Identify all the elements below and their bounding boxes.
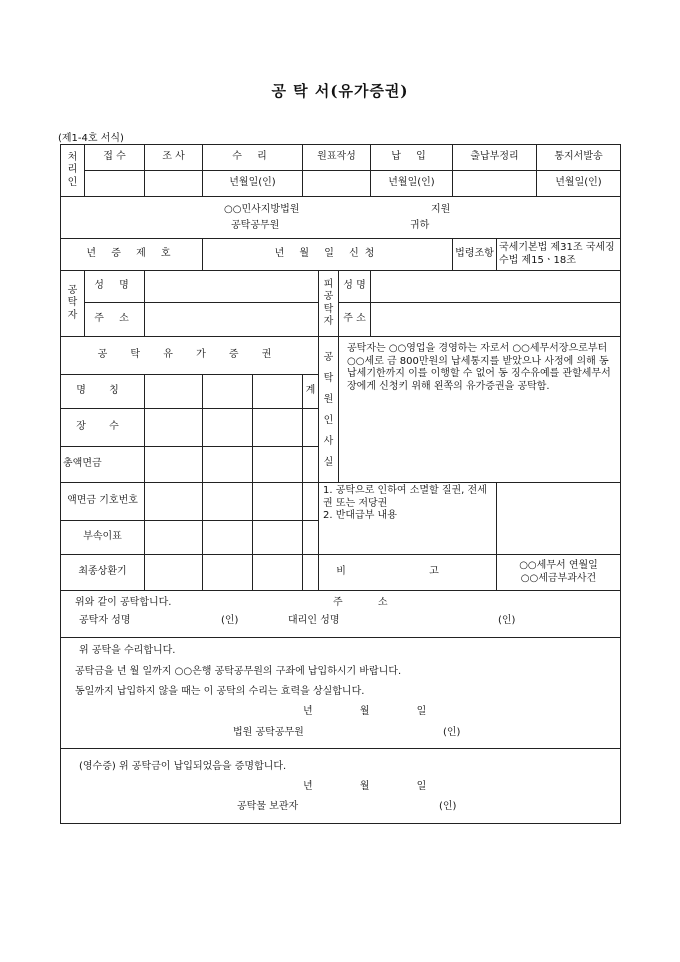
ledger-header: 출납부정리 [453, 145, 537, 171]
acceptance-date-cell[interactable]: 년월일(인) [203, 171, 303, 197]
securities-header-row [61, 337, 621, 375]
sec-count-label: 장 수 [61, 409, 145, 447]
law-text: 국세기본법 제31조 국세징수법 제15ㆍ18조 [497, 239, 621, 271]
officer-label: 공탁공무원 [231, 219, 280, 231]
acceptance-line-3: 동일까지 납입하지 않을 때는 이 공탁의 수리는 효력을 상실합니다. [75, 686, 365, 697]
final-redemption-row [61, 555, 621, 591]
sec-total-label: 총액면금 [61, 447, 145, 483]
court-name: ○○민사지방법원 [224, 203, 300, 215]
acceptance-header: 수 리 [203, 145, 303, 171]
acceptance-row [61, 638, 621, 749]
remarks-label: 비 고 [319, 555, 497, 591]
declaration-address-label: 주 소 [333, 597, 404, 608]
year-number-field[interactable]: 년 증 제 호 [61, 239, 203, 271]
depositor-label: 공 탁 자 [61, 271, 85, 337]
depositor-signature-label: 공탁자 성명 [79, 615, 131, 626]
remarks-text: ○○세무서 연월일 ○○세금부과사건 [497, 555, 621, 591]
receipt-line-1: (영수증) 위 공탁금이 납입되었음을 증명합니다. [79, 761, 287, 772]
honorific-label: 귀하 [410, 219, 430, 231]
depositor-address-label: 주 소 [85, 303, 145, 337]
extra-items: 1. 공탁으로 인하여 소멸할 질권, 전세권 또는 저당권 2. 반대급부 내용 [319, 483, 497, 555]
party-name-row [61, 271, 621, 303]
notice-date-cell[interactable]: 년월일(인) [537, 171, 621, 197]
original-copy-header: 원표작성 [303, 145, 371, 171]
declaration-text: 위와 같이 공탁합니다. [75, 597, 172, 608]
receipt-date: 년 월 일 [303, 781, 449, 792]
defendant-name-label: 성 명 [339, 271, 371, 303]
deposit-form-table [60, 144, 621, 824]
court-row [61, 197, 621, 239]
investigation-cell[interactable] [145, 171, 203, 197]
processing-label: 처 리 인 [61, 145, 85, 197]
agent-seal: (인) [498, 615, 516, 626]
acceptance-line-1: 위 공탁을 수리합니다. [79, 645, 176, 656]
receipt-row [61, 749, 621, 824]
notice-header: 통지서발송 [537, 145, 621, 171]
receipt-keeper: 공탁물 보관자 [237, 801, 299, 812]
defendant-label: 피 공 탁 자 [319, 271, 339, 337]
party-address-row [61, 303, 621, 337]
payment-header: 납 입 [371, 145, 453, 171]
total-label: 계 [303, 375, 319, 409]
securities-header: 공 탁 유 가 증 권 [61, 337, 319, 375]
processing-date-row [61, 171, 621, 197]
branch-label: 지원 [431, 203, 451, 215]
sec-name-label: 명 칭 [61, 375, 145, 409]
face-value-row [61, 483, 621, 521]
application-row [61, 239, 621, 271]
depositor-name-label: 성 명 [85, 271, 145, 303]
receipt-seal: (인) [439, 801, 457, 812]
defendant-address-input[interactable] [371, 303, 621, 337]
acceptance-date: 년 월 일 [303, 706, 449, 717]
declaration-row [61, 591, 621, 638]
defendant-address-label: 주 소 [339, 303, 371, 337]
depositor-name-input[interactable] [145, 271, 319, 303]
sec-coupon-label: 부속이표 [61, 521, 145, 555]
receipt-cell[interactable] [85, 171, 145, 197]
depositor-address-input[interactable] [145, 303, 319, 337]
fact-label: 공탁 원인 사실 [319, 337, 339, 483]
depositor-seal: (인) [221, 615, 239, 626]
fact-text: 공탁자는 ○○영업을 경영하는 자로서 ○○세무서장으로부터 ○○세로 금 800만원의 납세통지를 받았으나 사정에 의해 동 납세기한까지 이를 이행할 수 없어 동 징수유예를 관할세무서장에게 신청키 위해 왼쪽의 유가증권을 공탁함. [339, 337, 621, 483]
payment-date-cell[interactable]: 년월일(인) [371, 171, 453, 197]
acceptance-seal: (인) [443, 727, 461, 738]
original-copy-cell[interactable] [303, 171, 371, 197]
sec-face-label: 액면금 기호번호 [61, 483, 145, 521]
law-label: 법령조항 [453, 239, 497, 271]
agent-signature-label: 대리인 성명 [288, 615, 340, 626]
apply-date-field[interactable]: 년 월 일 신청 [203, 239, 453, 271]
receipt-header: 접 수 [85, 145, 145, 171]
ledger-cell[interactable] [453, 171, 537, 197]
form-number: (제1-4호 서식) [58, 133, 124, 144]
sec-final-label: 최종상환기 [61, 555, 145, 591]
document-title: 공 탁 서(유가증권) [271, 82, 409, 100]
defendant-name-input[interactable] [371, 271, 621, 303]
processing-header-row [61, 145, 621, 171]
investigation-header: 조 사 [145, 145, 203, 171]
acceptance-line-2: 공탁금을 년 월 일까지 ○○은행 공탁공무원의 구좌에 납입하시기 바랍니다. [75, 666, 402, 677]
acceptance-officer: 법원 공탁공무원 [233, 727, 304, 738]
